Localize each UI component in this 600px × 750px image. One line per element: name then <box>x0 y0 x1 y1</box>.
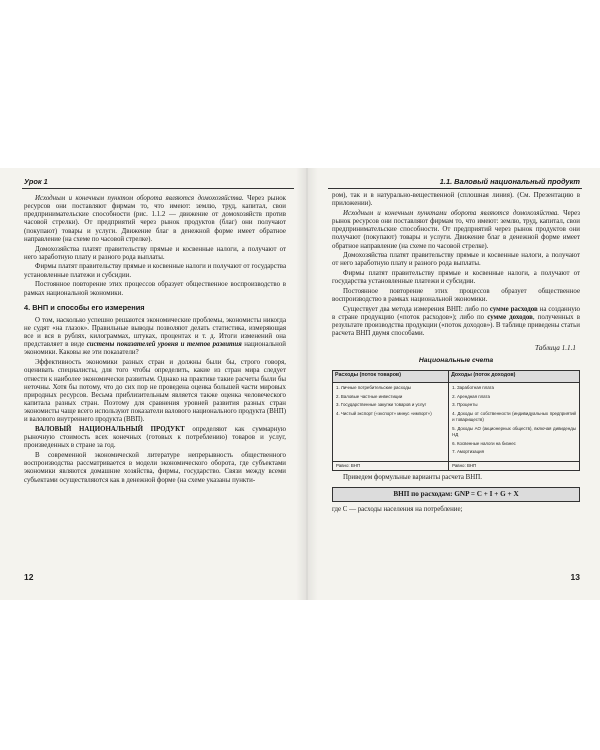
paragraph: Постоянное повторение этих процессов образует общественное воспроизводство в рамках национальной экономики. <box>332 288 580 304</box>
left-page-number: 12 <box>24 572 34 582</box>
national-accounts-table <box>332 370 580 471</box>
paragraph: ром), так и в натурально-вещественной (сплошная линия). (См. Презентацию в приложении). <box>332 192 580 208</box>
list-item: 4. Чистый экспорт («экспорт» минус «импорт») <box>336 411 432 417</box>
table-total-row <box>333 461 580 471</box>
table-number: Таблица 1.1.1 <box>535 343 576 352</box>
left-page <box>0 168 306 600</box>
list-item: 3. Проценты <box>452 402 478 408</box>
list-item: 2. Арендная плата <box>452 393 490 399</box>
paragraph: О том, насколько успешно решаются экономические проблемы, экономисты никогда не судят «на глазок». Правильные выводы позволяют делать статистика, измеряющая все и вся в рублях, килограммах, штуках, процентах и т. д. Итоги изменений она представляет в виде системы показателей уровня и темпов развития национальной экономики. Каковы же эти показатели? <box>24 316 286 357</box>
paragraph: Фирмы платят правительству прямые и косвенные налоги, а получают от государства установленные платежи и субсидии. <box>332 270 580 286</box>
column-header-incomes: Доходы (поток доходов) <box>449 370 580 382</box>
list-item: 6. Косвенные налоги на бизнес <box>452 440 516 446</box>
paragraph: Домохозяйства платят правительству прямые и косвенные налоги, а получают от него заработную плату и разного рода выплаты. <box>24 245 286 261</box>
paragraph: Исходным и конечным пунктом оборота являются домохозяйства. Через рынок ресурсов они поставляют фирмам то, что имеют: землю, труд, капитал, свои предпринимательские способности (рис. 1.1.2 — движение от домохозяйств против часовой стрелки). От предприятий через рынок продуктов (благ) они получают (покупают) товары и услуги. Движение благ в денежной форме имеет обратное направление (на схеме по часовой стрелке). <box>24 195 286 243</box>
expenses-cell <box>333 382 449 461</box>
table-title: Национальные счета <box>418 356 494 364</box>
incomes-cell <box>449 382 580 461</box>
list-item: 3. Государственные закупки товаров и услуг <box>336 402 427 408</box>
paragraph: Домохозяйства платят правительству прямые и косвенные налоги, а получают от него заработную плату и разного рода выплаты. <box>332 252 580 268</box>
right-page <box>306 168 600 600</box>
section-heading: 4. ВНП и способы его измерения <box>24 302 145 312</box>
paragraph: В современной экономической литературе непрерывность общественного воспроизводства рассматривается в модели экономического оборота, где субъектами экономики являются домашние хозяйства, фирмы, государство. Связи между всеми субъектами осуществляются как в денежной форме (на схеме указаны пункти- <box>24 452 286 484</box>
right-header-rule <box>328 188 582 189</box>
paragraph: Приведем формульные варианты расчета ВНП. <box>343 474 482 482</box>
right-running-header: 1.1. Валовый национальный продукт <box>439 177 580 186</box>
paragraph: Существует два метода измерения ВНП: либо по сумме расходов на созданную в стране продукцию («поток расходов»); либо по сумме доходов, полученных в результате производства продукции («поток доходов»). В таблице приведены статьи расчета ВНП двумя способами. <box>332 306 580 338</box>
left-running-header: Урок 1 <box>24 177 48 186</box>
total-right-cell: Равно: ВНП <box>449 461 580 471</box>
table-row <box>333 382 580 461</box>
list-item: 7. Амортизация <box>452 449 484 455</box>
formula-box: ВНП по расходам: GNP = C + I + G + X <box>332 487 580 502</box>
paragraph: Фирмы платят правительству прямые и косвенные налоги и получают от государства установленные платежи и субсидии. <box>24 263 286 279</box>
paragraph: ВАЛОВЫЙ НАЦИОНАЛЬНЫЙ ПРОДУКТ определяют как суммарную рыночную стоимость всех конечных (готовых к потреблению) товаров и услуг, произведенных в стране за год. <box>24 426 287 450</box>
column-header-expenses: Расходы (поток товаров) <box>333 370 449 382</box>
right-text-column <box>332 192 580 515</box>
left-text-column <box>24 195 286 486</box>
total-left-cell: Равно: ВНП <box>333 461 449 471</box>
list-item: 1. Заработная плата <box>452 384 494 390</box>
book-spread <box>0 168 600 600</box>
list-item: 5. Доходы АО (акционерных обществ), включая дивиденды НД <box>452 425 576 437</box>
paragraph: Эффективность экономики разных стран и должны были бы, строго говоря, оценивать специалисты, для того чтобы определить, какие из стран мира следует отнести к наиболее экономически развитым. Однако на практике такие расчеты были бы неточны. Хотя бы потому, что до сих пор не проведена оценка большей части мировых природных ресурсов. Весьма приблизительным является также оценка человеческого капитала разных стран. Поэтому для сравнения уровней развития разных стран экономисты чаще всего используют показатели валового национального продукта (ВНП) и валового внутреннего продукта (ВВП). <box>24 359 287 424</box>
paragraph: Исходным и конечным пунктами оборота являются домохозяйства. Через рынок ресурсов они поставляют фирмам то, что имеют: землю, труд, капитал, свои предпринимательские способности. От предприятий через рынок продуктов они получают (покупают) товары и услуги. Движение благ в денежной форме имеет обратное направление (на схеме по часовой стрелке). <box>332 209 580 250</box>
paragraph: где С — расходы населения на потребление; <box>332 505 463 513</box>
right-page-number: 13 <box>570 572 580 582</box>
list-item: 1. Личные потребительские расходы <box>336 384 411 390</box>
list-item: 2. Валовые частные инвестиции <box>336 393 403 399</box>
paragraph: Постоянное повторение этих процессов образует общественное воспроизводство в рамках национальной экономики. <box>24 281 286 297</box>
table-header-row <box>333 370 580 382</box>
list-item: 4. Доходы от собственности (индивидуальных предприятий и товариществ) <box>452 411 576 423</box>
left-header-rule <box>22 188 294 189</box>
